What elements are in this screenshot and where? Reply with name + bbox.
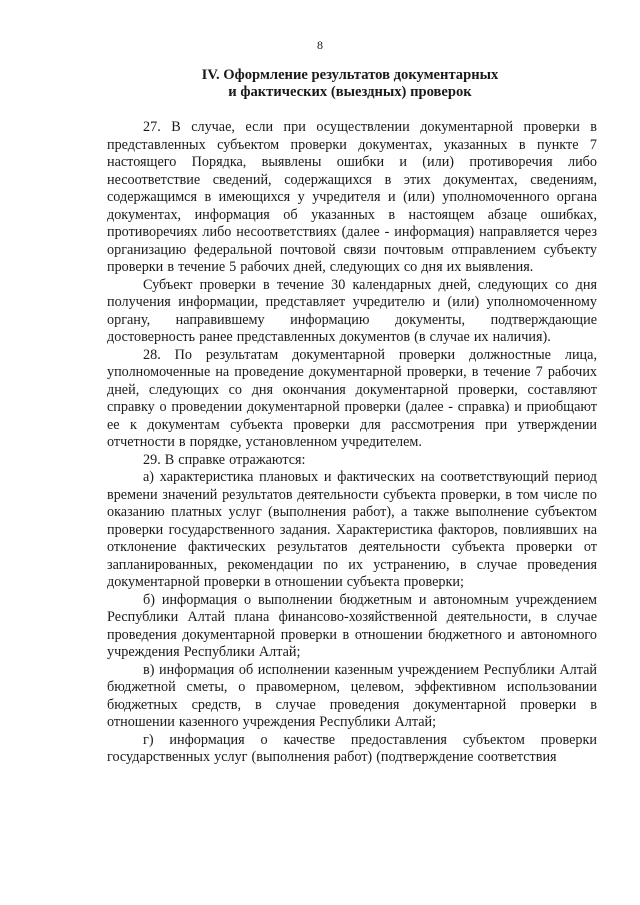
paragraph-29-item-v: в) информация об исполнении казенным учреждением Республики Алтай бюджетной сметы, о правомерном, целевом, эффективном использовании бюджетных средств, в случае проведения документарной проверки в отношении казенного учреждения Республики Алтай;	[107, 661, 597, 730]
paragraph-27: 27. В случае, если при осуществлении документарной проверки в представленных субъектом проверки документах, указанных в пункте 7 настоящего Порядка, выявлены ошибки и (или) противоречия либо несоответствие сведений, содержащихся в этих документах, сведениям, содержащимся в имеющихся у учредителя и (или) уполномоченного органа документах, информация об указанных в настоящем абзаце ошибках, противоречиях либо несоответствиях (далее - информация) направляется через организацию федеральной почтовой связи почтовым отправлением субъекту проверки в течение 5 рабочих дней, следующих со дня их выявления.	[107, 119, 597, 275]
section-heading-line-2: и фактических (выездных) проверок	[228, 84, 472, 100]
document-body	[107, 119, 597, 767]
paragraph-29-item-b: б) информация о выполнении бюджетным и автономным учреждением Республики Алтай плана финансово-хозяйственной деятельности, в случае проведения документарной проверки в отношении бюджетного и автономного учреждения Республики Алтай;	[107, 591, 597, 660]
paragraph-29: 29. В справке отражаются:	[143, 451, 306, 468]
paragraph-27-continued: Субъект проверки в течение 30 календарных дней, следующих со дня получения информации, представляет учредителю и (или) уполномоченному органу, направившему информацию документы, подтверждающие достоверность ранее представленных документов (в случае их наличия).	[107, 276, 597, 345]
section-heading-line-1: IV. Оформление результатов документарных	[201, 67, 499, 83]
page-number: 8	[317, 38, 323, 52]
paragraph-29-item-g: г) информация о качестве предоставления субъектом проверки государственных услуг (выполнения работ) (подтверждение соответствия	[107, 731, 597, 765]
paragraph-28: 28. По результатам документарной проверки должностные лица, уполномоченные на проведение документарной проверки, в течение 7 рабочих дней, следующих со дня окончания документарной проверки, составляют справку о проведении документарной проверки (далее - справка) и приобщают ее к документам субъекта проверки для рассмотрения при утверждении отчетности в порядке, установленном учредителем.	[107, 346, 597, 450]
paragraph-29-item-a: а) характеристика плановых и фактических на соответствующий период времени значений результатов деятельности субъекта проверки, в том числе по оказанию платных услуг (выполнения работ), а также выполнение субъектом проверки государственного задания. Характеристика факторов, повлиявших на отклонение фактических результатов деятельности субъекта проверки от запланированных, рекомендации по их устранению, в случае проведения документарной проверки в отношении субъекта проверки;	[107, 469, 597, 590]
section-heading	[80, 67, 620, 101]
